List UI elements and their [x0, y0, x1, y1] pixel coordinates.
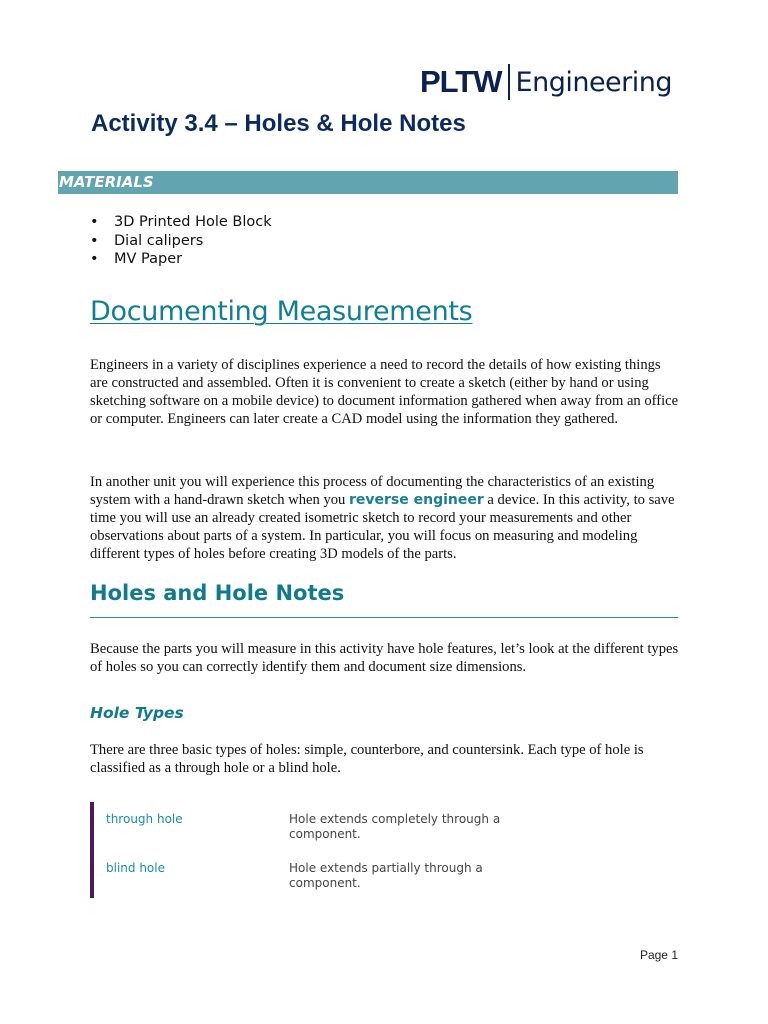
definition-text: Hole extends partially through a component.	[289, 861, 483, 890]
bullet-icon: •	[90, 232, 99, 249]
definition-text: Hole extends completely through a component.	[289, 812, 501, 841]
subheading-hole-types: Hole Types	[90, 704, 184, 722]
bullet-icon: •	[90, 214, 99, 230]
page-number: Page 1	[639, 948, 678, 962]
list-item: • MV Paper	[90, 251, 183, 267]
heading-divider	[90, 617, 678, 618]
logo-divider	[508, 64, 510, 100]
logo-brand: PLTW	[420, 64, 502, 99]
list-item: • Dial calipers	[90, 232, 204, 249]
definition-term-through-hole[interactable]: through hole	[106, 812, 183, 826]
definitions-box	[90, 802, 524, 898]
page-title: Activity 3.4 – Holes & Hole Notes	[91, 110, 466, 137]
paragraph-hole-types: There are three basic types of holes: simple, counterbore, and countersink. Each type of hole is classified as a through hole or a blind hole.	[90, 742, 644, 776]
section-heading-holes-and-hole-notes: Holes and Hole Notes	[90, 581, 345, 605]
definition-term-blind-hole[interactable]: blind hole	[106, 861, 165, 875]
list-item: • 3D Printed Hole Block	[90, 214, 272, 230]
section-heading-documenting-measurements: Documenting Measurements	[90, 296, 473, 327]
logo-suffix: Engineering	[515, 66, 673, 98]
reverse-engineer-keyword-link[interactable]: reverse engineer	[348, 492, 484, 508]
paragraph-documenting-intro: Engineers in a variety of disciplines experience a need to record the details of how existing things are constructed and assembled. Often it is convenient to create a sketch (either by hand or using sketching software on a mobile device) to document information gathered when away from an office or computer. Engineers can later create a CAD model using the information they gathered.	[90, 357, 679, 427]
paragraph-hole-features: Because the parts you will measure in this activity have hole features, let’s look at the different types of holes so you can correctly identify them and document size dimensions.	[90, 641, 679, 675]
materials-list	[90, 213, 272, 269]
paragraph-reverse-engineering: In another unit you will experience this process of documenting the characteristics of an existing system with a hand-drawn sketch when you reverse engineer a device. In this activity, to save time you will use an already created isometric sketch to record your measurements and other observations about parts of a system. In particular, you will focus on measuring and modeling different types of holes before creating 3D models of the parts.	[90, 474, 675, 562]
bullet-icon: •	[90, 251, 99, 267]
pltw-engineering-logo	[420, 62, 672, 102]
materials-heading: MATERIALS	[58, 171, 678, 194]
